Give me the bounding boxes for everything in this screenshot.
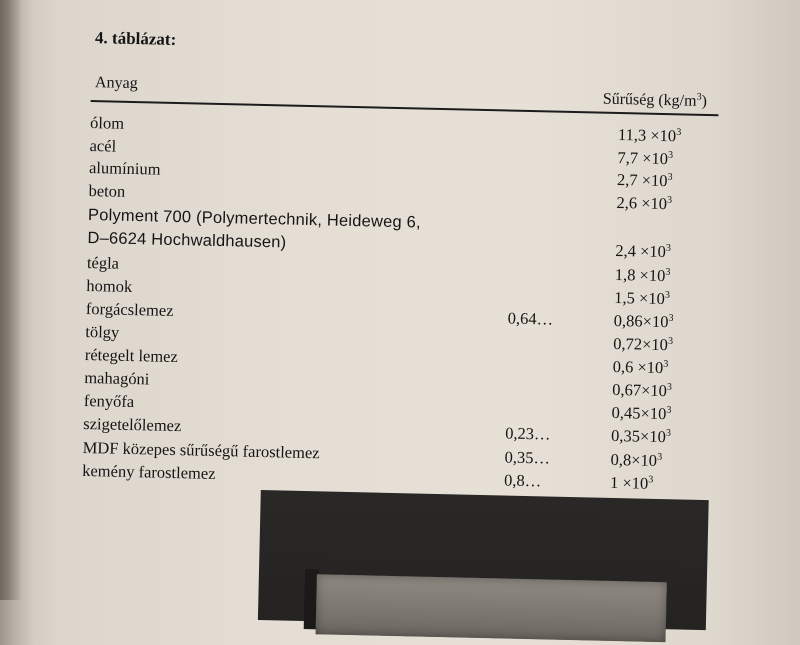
material-name: alumínium: [88, 158, 161, 179]
density-value: $0,6 \times 10^3$: [612, 356, 669, 378]
table-caption: 4. táblázat:: [94, 28, 177, 49]
density-value: $1,8 \times 10^3$: [614, 264, 671, 286]
density-value: $0,45\times 10^3$: [611, 402, 672, 424]
material-name: szigetelőlemez: [83, 413, 182, 436]
material-name: kemény farostlemez: [82, 460, 216, 483]
density-range-start: 0,8…: [503, 470, 542, 491]
column-header-density: [603, 91, 707, 111]
density-value: $0,86\times 10^3$: [613, 310, 674, 332]
density-value: $0,67\times 10^3$: [611, 379, 673, 401]
density-range-start: 0,23…: [504, 423, 551, 444]
material-name: fenyőfa: [83, 390, 135, 412]
density-value: $2,7 \times 10^3$: [616, 169, 673, 191]
material-name: D–6624 Hochwaldhausen): [87, 228, 287, 252]
material-name: tölgy: [85, 321, 120, 342]
density-value: $2,6 \times 10^3$: [616, 192, 673, 214]
material-name: ólom: [89, 113, 125, 133]
density-value: $0,72\times 10^3$: [613, 333, 674, 355]
material-name: beton: [88, 181, 126, 201]
material-name: Polyment 700 (Polymertechnik, Heideweg 6,: [87, 206, 422, 232]
density-value: $0,8\times 10^3$: [610, 449, 663, 470]
material-name: acél: [89, 136, 117, 156]
density-value: $0,35\times 10^3$: [610, 425, 672, 447]
density-range-start: 0,35…: [504, 447, 551, 468]
column-header-density-text: Sűrűség $(kg/m^3)$: [602, 90, 708, 111]
density-range-start: 0,64…: [507, 308, 554, 329]
material-name: forgácslemez: [85, 298, 174, 320]
density-value: $7,7 \times 10^3$: [617, 147, 674, 169]
density-value: $11,3 \times 10^3$: [617, 125, 682, 146]
density-value: $1 \times 10^3$: [609, 472, 654, 493]
material-name: homok: [86, 275, 133, 297]
density-value: $1,5 \times 10^3$: [614, 287, 671, 309]
material-name: mahagóni: [84, 367, 150, 389]
material-name: rétegelt lemez: [84, 344, 179, 367]
material-name: tégla: [86, 252, 120, 273]
photo-figure: [258, 490, 709, 630]
photo-material-sample: [316, 574, 667, 642]
material-name: MDF közepes sűrűségű farostlemez: [82, 437, 320, 463]
column-header-material: Anyag: [94, 74, 138, 93]
density-value: $2,4 \times 10^3$: [615, 240, 672, 262]
